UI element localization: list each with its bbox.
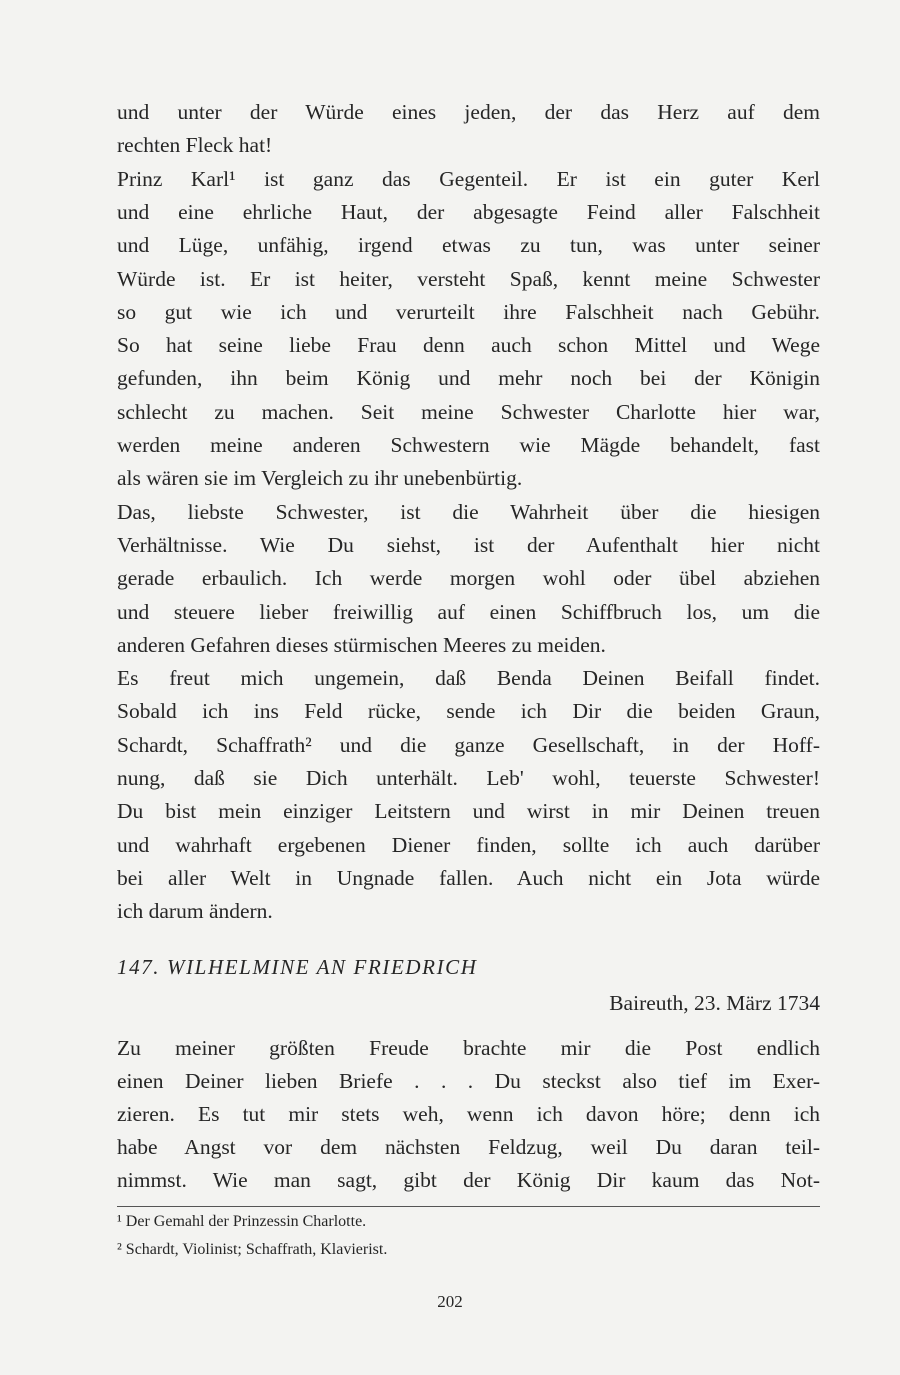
text-line: und wahrhaft ergebenen Diener finden, sollte ich auch darüber [117, 832, 820, 857]
text-line: und steuere lieber freiwillig auf einen Schiffbruch los, um die [117, 599, 820, 624]
text-line: ich darum ändern. [117, 899, 273, 924]
text-line: Verhältnisse. Wie Du siehst, ist der Aufenthalt hier nicht [117, 532, 820, 557]
text-line: so gut wie ich und verurteilt ihre Falschheit nach Gebühr. [117, 299, 820, 324]
page-number: 202 [437, 1292, 463, 1311]
text-line: zieren. Es tut mir stets weh, wenn ich davon höre; denn ich [117, 1102, 820, 1127]
text-line: So hat seine liebe Frau denn auch schon Mittel und Wege [117, 333, 820, 358]
text-line: als wären sie im Vergleich zu ihr unebenbürtig. [117, 466, 523, 491]
footnote-2: ² Schardt, Violinist; Schaffrath, Klavierist. [117, 1241, 388, 1258]
text-line: bei aller Welt in Ungnade fallen. Auch nicht ein Jota würde [117, 865, 820, 890]
text-line: gerade erbaulich. Ich werde morgen wohl oder übel abziehen [117, 566, 820, 591]
text-line: und eine ehrliche Haut, der abgesagte Feind aller Falschheit [117, 199, 820, 224]
footnote-divider [117, 1206, 820, 1207]
text-line: Schardt, Schaffrath² und die ganze Gesellschaft, in der Hoff- [117, 732, 820, 757]
letter-heading: 147. WILHELMINE AN FRIEDRICH [117, 955, 478, 979]
text-line: und Lüge, unfähig, irgend etwas zu tun, was unter seiner [117, 233, 820, 258]
text-line: werden meine anderen Schwestern wie Mägde behandelt, fast [117, 433, 820, 457]
text-line: Zu meiner größten Freude brachte mir die Post endlich [117, 1036, 820, 1060]
text-line: rechten Fleck hat! [117, 133, 273, 158]
text-line: Sobald ich ins Feld rücke, sende ich Dir die beiden Graun, [117, 699, 820, 724]
text-line: Du bist mein einziger Leitstern und wirst in mir Deinen treuen [117, 799, 820, 824]
text-line: nimmst. Wie man sagt, gibt der König Dir kaum das Not- [117, 1168, 820, 1193]
text-line: Es freut mich ungemein, daß Benda Deinen Beifall findet. [117, 666, 820, 691]
text-line: einen Deiner lieben Briefe . . . Du steckst also tief im Exer- [117, 1069, 820, 1094]
text-line: schlecht zu machen. Seit meine Schwester Charlotte hier war, [117, 399, 820, 424]
footnote-1: ¹ Der Gemahl der Prinzessin Charlotte. [117, 1213, 367, 1230]
text-line: gefunden, ihn beim König und mehr noch bei der Königin [117, 366, 820, 391]
text-line: habe Angst vor dem nächsten Feldzug, weil Du daran teil- [117, 1135, 820, 1160]
text-line: nung, daß sie Dich unterhält. Leb' wohl, teuerste Schwester! [117, 766, 820, 790]
dateline: Baireuth, 23. März 1734 [609, 991, 820, 1015]
text-line: und unter der Würde eines jeden, der das Herz auf dem [117, 100, 820, 124]
text-line: Würde ist. Er ist heiter, versteht Spaß, kennt meine Schwester [117, 266, 820, 291]
text-line: Prinz Karl¹ ist ganz das Gegenteil. Er ist ein guter Kerl [117, 166, 820, 191]
text-line: Das, liebste Schwester, ist die Wahrheit über die hiesigen [117, 499, 820, 524]
text-line: anderen Gefahren dieses stürmischen Meeres zu meiden. [117, 632, 606, 657]
